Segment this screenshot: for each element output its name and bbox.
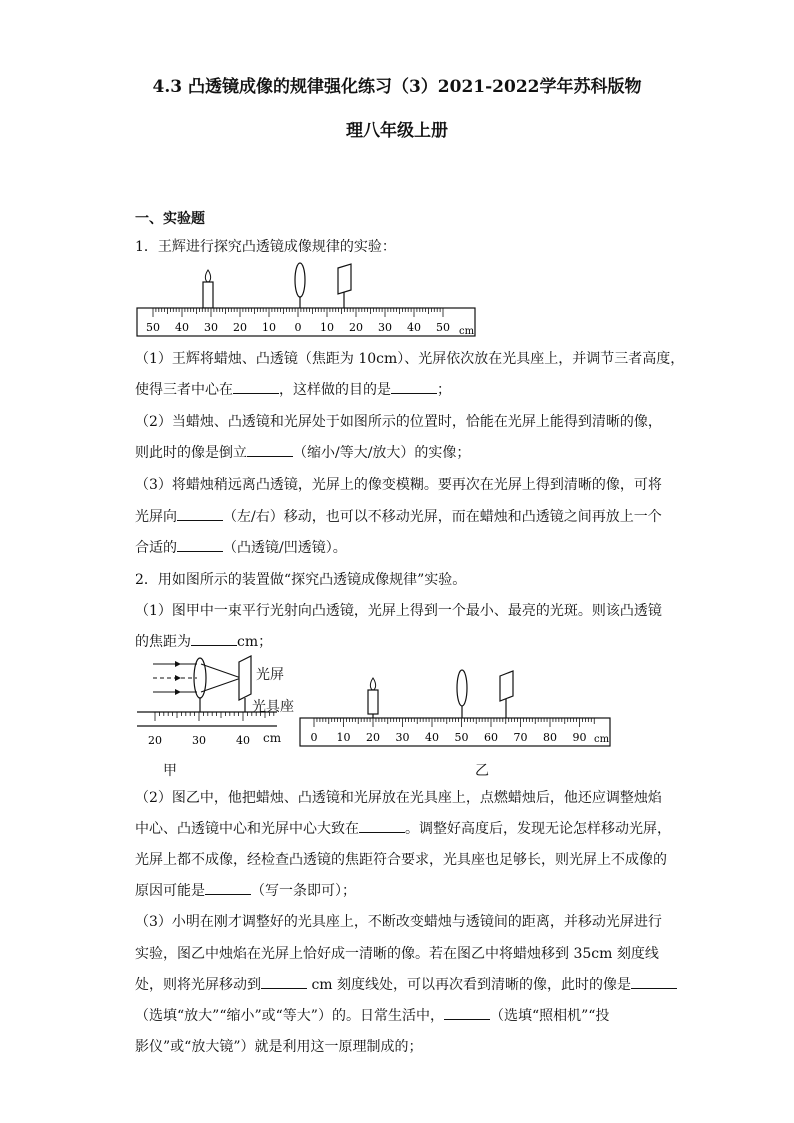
ruler-label: 90 [572, 731, 587, 744]
page-title-line2: 理八年级上册 [346, 121, 448, 141]
ruler-label: 10 [320, 321, 334, 334]
ruler-label: 20 [366, 731, 380, 744]
ruler-label: 50 [146, 321, 160, 334]
ruler-label: 20 [148, 734, 162, 747]
q2-part2-line3: 光屏上都不成像，经检查凸透镜的焦距符合要求，光具座也足够长，则光屏上不成像的 [135, 852, 667, 868]
q2-intro: 2．用如图所示的装置做“探究凸透镜成像规律”实验。 [135, 572, 467, 588]
q1-intro: 1．王辉进行探究凸透镜成像规律的实验： [135, 239, 396, 255]
answer-blank[interactable] [191, 633, 237, 646]
q2-part3-line4: （选填“放大”“缩小”或“等大”）的。日常生活中， （选填“照相机”“投 [135, 1008, 610, 1024]
q2-part1-line2: 的焦距为 cm； [135, 634, 273, 650]
convex-lens-icon [194, 658, 206, 712]
q1-part2-line1: （2）当蜡烛、凸透镜和光屏处于如图所示的位置时，恰能在光屏上能得到清晰的像， [135, 414, 662, 430]
ruler-label: 20 [349, 321, 363, 334]
ruler-label: 40 [175, 321, 189, 334]
ruler-label: 50 [454, 731, 469, 744]
q2-part2-line4: 原因可能是 （写一条即可）； [135, 883, 356, 899]
fig-a-caption: 甲 [163, 763, 177, 779]
screen-label: 光屏 [256, 667, 284, 683]
ruler-label: 40 [407, 321, 421, 334]
q2-part3-line2: 实验，图乙中烛焰在光屏上恰好成一清晰的像。若在图乙中将蜡烛移到 35cm 刻度线 [135, 946, 659, 962]
answer-blank[interactable] [631, 976, 677, 989]
section-heading: 一、实验题 [135, 211, 205, 227]
q1-part3-line2: 光屏向 （左/右）移动，也可以不移动光屏，而在蜡烛和凸透镜之间再放上一个 [135, 509, 662, 525]
ruler-label: 30 [378, 321, 392, 334]
ruler-label: 30 [395, 731, 410, 744]
ruler-label: 30 [192, 734, 206, 747]
parallel-light-rays [153, 661, 241, 695]
ruler-label: 10 [262, 321, 276, 334]
ruler-label: 50 [436, 321, 450, 334]
answer-blank[interactable] [391, 381, 437, 394]
answer-blank[interactable] [444, 1007, 490, 1020]
answer-blank[interactable] [233, 381, 279, 394]
ruler-label: 40 [236, 734, 250, 747]
fig-a-unit: cm [263, 731, 282, 745]
q2-part3-line5: 影仪”或“放大镜”）就是利用这一原理制成的； [135, 1039, 423, 1055]
q2-part2-line1: （2）图乙中，他把蜡烛、凸透镜和光屏放在光具座上，点燃蜡烛后，他还应调整烛焰 [135, 790, 662, 806]
q1-part1-line2: 使得三者中心在 ，这样做的目的是 ； [135, 382, 451, 398]
q2-part2-line2: 中心、凸透镜中心和光屏中心大致在 。调整好高度后，发现无论怎样移动光屏， [135, 821, 671, 837]
bench-label: 光具座 [252, 699, 294, 715]
q1-part1-line1: （1）王辉将蜡烛、凸透镜（焦距为 10cm）、光屏依次放在光具座上，并调节三者高度， [135, 351, 685, 367]
ruler-label: 80 [543, 731, 557, 744]
figure-b-diagram [298, 664, 613, 752]
fig-b-caption: 乙 [475, 763, 489, 779]
answer-blank[interactable] [205, 882, 251, 895]
q1-part3-line1: （3）将蜡烛稍远离凸透镜，光屏上的像变模糊。要再次在光屏上得到清晰的像，可将 [135, 477, 662, 493]
ruler-label: 10 [336, 731, 351, 744]
ruler-unit: cm [459, 326, 475, 337]
ruler-label: 40 [425, 731, 439, 744]
q1-optical-bench-diagram [135, 260, 480, 340]
ruler-label: 70 [513, 731, 528, 744]
q2-part3-line3: 处，则将光屏移动到 cm 刻度线处，可以再次看到清晰的像，此时的像是 [135, 974, 677, 994]
convex-lens-icon [457, 670, 467, 718]
answer-blank[interactable] [261, 976, 307, 989]
ruler-label: 0 [294, 321, 302, 334]
light-screen-icon [338, 264, 351, 308]
ruler-label: 20 [233, 321, 247, 334]
q2-part3-line1: （3）小明在刚才调整好的光具座上，不断改变蜡烛与透镜间的距离，并移动光屏进行 [135, 914, 662, 930]
q1-part3-line3: 合适的 （凸透镜/凹透镜）。 [135, 540, 347, 556]
page-title-line1: 4.3 凸透镜成像的规律强化练习（3）2021-2022学年苏科版物 [152, 77, 642, 97]
answer-blank[interactable] [359, 820, 405, 833]
ruler-unit: cm [594, 734, 610, 745]
ruler-label: 0 [310, 731, 318, 744]
answer-blank[interactable] [177, 508, 223, 521]
candle-icon [368, 678, 378, 718]
answer-blank[interactable] [177, 539, 223, 552]
q1-part2-line2: 则此时的像是倒立 （缩小/等大/放大）的实像； [135, 445, 471, 461]
light-screen-icon [500, 671, 513, 718]
ruler-label: 60 [484, 731, 498, 744]
convex-lens-icon [295, 263, 305, 308]
ruler-label: 30 [204, 321, 218, 334]
light-screen-icon [239, 656, 251, 712]
answer-blank[interactable] [247, 444, 293, 457]
q2-part1-line1: （1）图甲中一束平行光射向凸透镜，光屏上得到一个最小、最亮的光斑。则该凸透镜 [135, 603, 662, 619]
